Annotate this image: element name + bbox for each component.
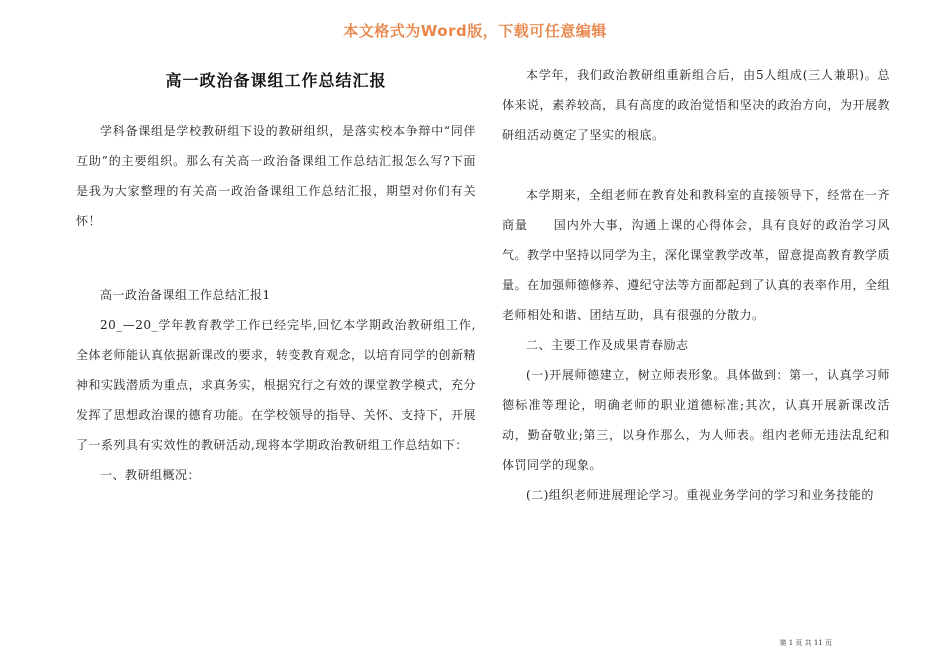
section-title: 高一政治备课组工作总结汇报1 xyxy=(100,288,271,302)
page-number: 第 1 页 共 11 页 xyxy=(779,639,832,647)
spacer xyxy=(502,150,890,180)
document-title: 高一政治备课组工作总结汇报 xyxy=(165,71,387,90)
paragraph-ethics: (一)开展师德建立，树立师表形象。具体做到：第一，认真学习师德标准等理论，明确老师的职业道德标准;其次，认真开展新课改活动，勤奋敬业;第三，以身作那么，为人师表。组内老师无违法乱纪和体罚同学的现象。 xyxy=(502,368,890,472)
heading-main-work: 二、主要工作及成果青春励志 xyxy=(526,338,689,352)
body-paragraph: 20_—20_学年教育教学工作已经完毕,回忆本学期政治教研组工作,全体老师能认真依据新课改的要求，转变教育观念，以培育同学的创新精神和实践潜质为重点，求真务实，根据究行之有效的课堂教学模式，充分发挥了思想政治课的德育功能。在学校领导的指导、关怀、支持下，开展了一系列具有实效性的教研活动,现将本学期政治教研组工作总结如下： xyxy=(76,318,477,452)
spacer xyxy=(76,236,476,280)
intro-paragraph: 学科备课组是学校教研组下设的教研组织，是落实校本争辩中“同伴互助”的主要组织。那么有关高一政治备课组工作总结汇报怎么写?下面是我为大家整理的有关高一政治备课组工作总结汇报，期望对你们有关怀！ xyxy=(76,124,476,228)
paragraph-theory: (二)组织老师进展理论学习。重视业务学问的学习和业务技能的 xyxy=(526,488,874,502)
heading-overview: 一、教研组概况： xyxy=(100,468,201,482)
paragraph-semester: 本学期来，全组老师在教育处和教科室的直接领导下，经常在一齐商量 国内外大事，沟通上课的心得体会，具有良好的政治学习风气。教学中坚持以同学为主，深化课堂教学改革，留意提高教育教学质量。在加强师德修养、遵纪守法等方面都起到了认真的表率作用，全组老师相处和谐、团结互助，具有很强的分散力。 xyxy=(502,188,890,322)
paragraph-composition: 本学年，我们政治教研组重新组合后，由5人组成(三人兼职)。总体来说，素养较高，具有高度的政治觉悟和坚决的政治方向，为开展教研组活动奠定了坚实的根底。 xyxy=(502,68,890,142)
download-banner: 本文格式为Word版，下载可任意编辑 xyxy=(343,22,607,40)
right-column xyxy=(502,60,890,510)
left-column xyxy=(76,116,476,490)
